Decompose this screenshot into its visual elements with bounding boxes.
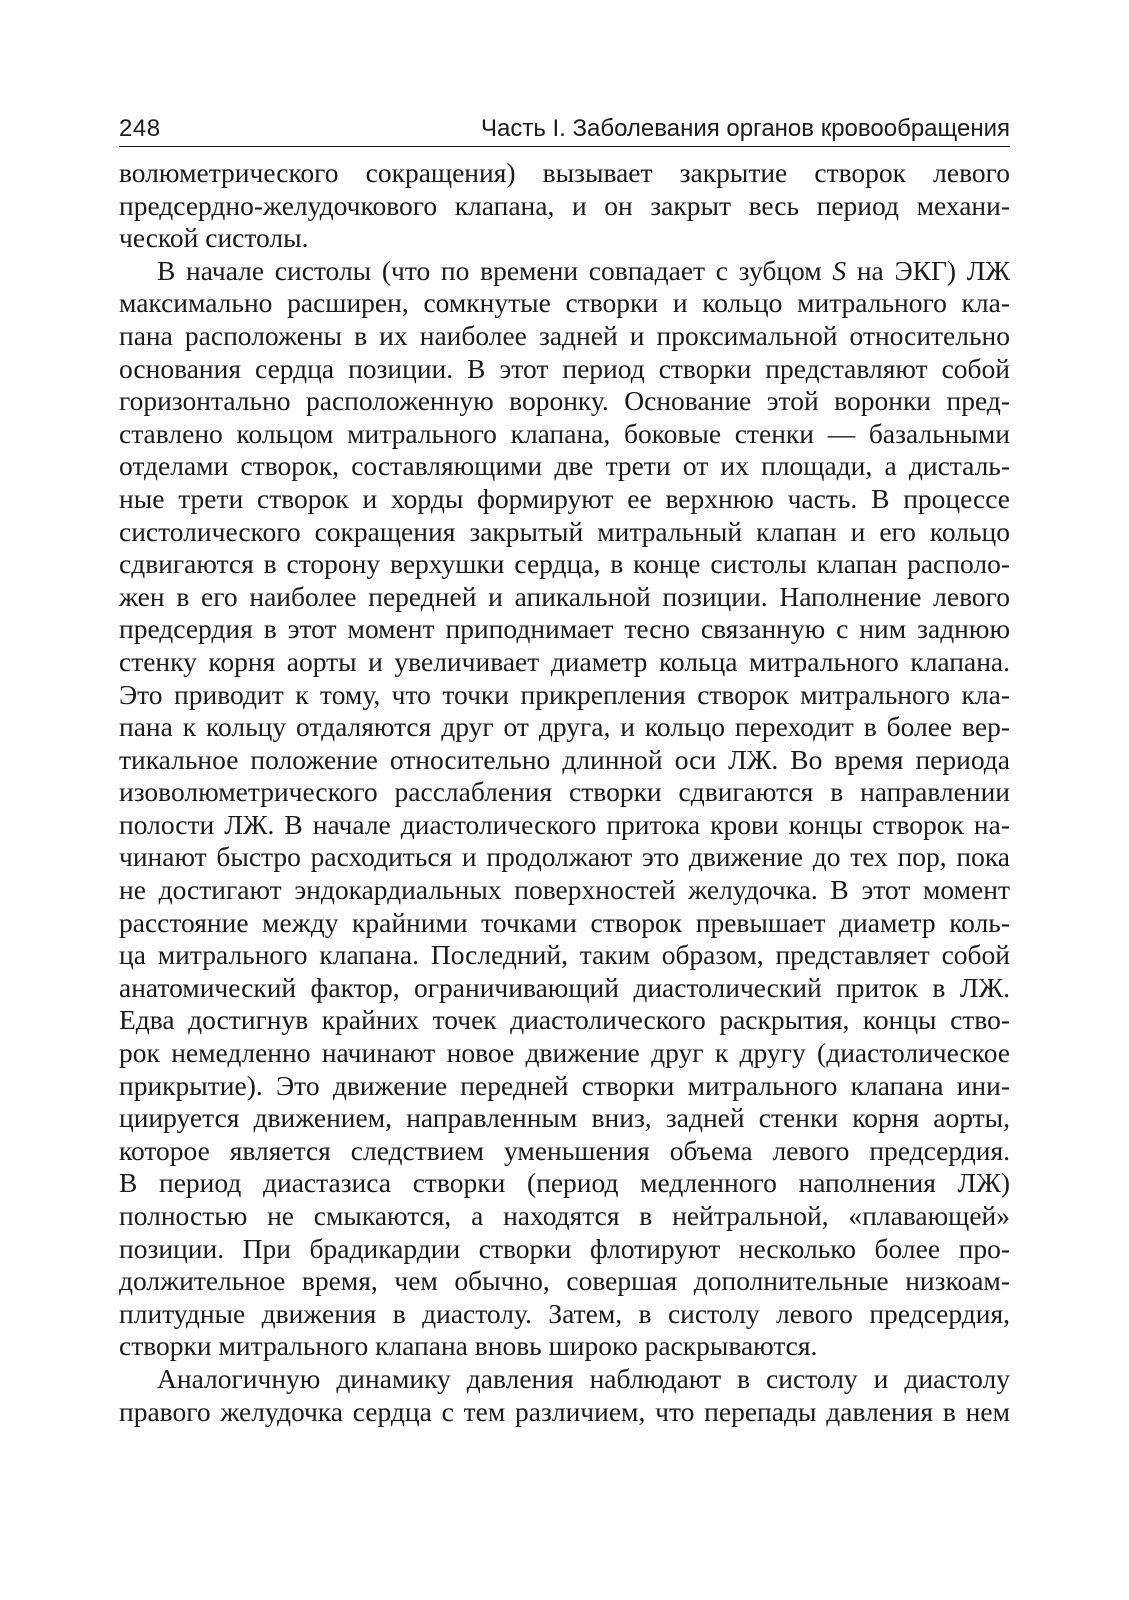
body-text bbox=[119, 157, 1010, 1428]
text-line: основания сердца позиции. В этот период створки представляют собой bbox=[119, 352, 1010, 384]
text-line: В период диастазиса створки (период медленного наполнения ЛЖ) bbox=[119, 1167, 1010, 1199]
text-line: створки митрального клапана вновь широко раскрываются. bbox=[119, 1330, 818, 1362]
text-line: плитудные движения в диастолу. Затем, в систолу левого предсердия, bbox=[119, 1297, 1010, 1329]
text-line: В начале систолы (что по времени совпадает с зубцом S на ЭКГ) ЛЖ bbox=[157, 254, 1010, 286]
text-line: правого желудочка сердца с тем различием, что перепады давления в нем bbox=[119, 1395, 1010, 1427]
text-line: ца митрального клапана. Последний, таким образом, представляет собой bbox=[119, 939, 1010, 971]
text-line: ческой систолы. bbox=[119, 222, 309, 254]
text-line: стенку корня аорты и увеличивает диаметр кольца митрального клапана. bbox=[119, 645, 1010, 677]
text-line: горизонтально расположенную воронку. Основание этой воронки пред- bbox=[119, 385, 1010, 417]
page-number: 248 bbox=[119, 115, 161, 142]
text-line: рок немедленно начинают новое движение друг к другу (диастолическое bbox=[119, 1037, 1010, 1069]
text-line: сдвигаются в сторону верхушки сердца, в конце систолы клапан располо- bbox=[119, 548, 1010, 580]
text-line: Аналогичную динамику давления наблюдают в систолу и диастолу bbox=[157, 1362, 1010, 1394]
text-line: которое является следствием уменьшения объема левого предсердия. bbox=[119, 1134, 1010, 1166]
text-line: Это приводит к тому, что точки прикрепления створок митрального кла- bbox=[119, 678, 1010, 710]
book-page bbox=[119, 110, 1010, 1428]
text-line: пана расположены в их наиболее задней и проксимальной относительно bbox=[119, 319, 1010, 351]
text-line: прикрытие). Это движение передней створки митрального клапана ини- bbox=[119, 1069, 1010, 1101]
text-line: ставлено кольцом митрального клапана, боковые стенки — базальными bbox=[119, 417, 1010, 449]
text-line: расстояние между крайними точками створок превышает диаметр коль- bbox=[119, 906, 1010, 938]
text-line: отделами створок, составляющими две трети от их площади, а дисталь- bbox=[119, 450, 1010, 482]
text-line: предсердия в этот момент приподнимает тесно связанную с ним заднюю bbox=[119, 613, 1010, 645]
text-line: жен в его наиболее передней и апикальной позиции. Наполнение левого bbox=[119, 580, 1010, 612]
text-line: ные трети створок и хорды формируют ее верхнюю часть. В процессе bbox=[119, 482, 1010, 514]
text-line: предсердно-желудочкового клапана, и он закрыт весь период механи- bbox=[119, 189, 1010, 221]
text-line: циируется движением, направленным вниз, задней стенки корня аорты, bbox=[119, 1102, 1010, 1134]
section-title: Часть I. Заболевания органов кровообращения bbox=[480, 115, 1010, 142]
text-line: должительное время, чем обычно, совершая дополнительные низкоам- bbox=[119, 1265, 1010, 1297]
text-line: полностью не смыкаются, а находятся в нейтральной, «плавающей» bbox=[119, 1200, 1010, 1231]
text-line: Едва достигнув крайних точек диастолического раскрытия, концы ство- bbox=[119, 1004, 1010, 1036]
text-line: полости ЛЖ. В начале диастолического притока крови концы створок на- bbox=[119, 808, 1010, 840]
text-line: максимально расширен, сомкнутые створки и кольцо митрального кла- bbox=[119, 287, 1010, 319]
text-line: тикальное положение относительно длинной оси ЛЖ. Во время периода bbox=[119, 743, 1010, 775]
running-head bbox=[119, 110, 1010, 147]
text-line: систолического сокращения закрытый митральный клапан и его кольцо bbox=[119, 515, 1010, 547]
text-line: чинают быстро расходиться и продолжают это движение до тех пор, пока bbox=[119, 841, 1010, 873]
paragraph bbox=[119, 1363, 1010, 1428]
text-line: анатомический фактор, ограничивающий диастолический приток в ЛЖ. bbox=[119, 971, 1010, 1003]
paragraph bbox=[119, 255, 1010, 1363]
text-line: не достигают эндокардиальных поверхностей желудочка. В этот момент bbox=[119, 874, 1010, 906]
text-line: волюметрического сокращения) вызывает закрытие створок левого bbox=[119, 157, 1010, 188]
text-line: пана к кольцу отдаляются друг от друга, и кольцо переходит в более вер- bbox=[119, 711, 1010, 743]
paragraph bbox=[119, 157, 1010, 255]
text-line: изоволюметрического расслабления створки сдвигаются в направлении bbox=[119, 776, 1010, 808]
text-line: позиции. При брадикардии створки флотируют несколько более про- bbox=[119, 1232, 1010, 1264]
